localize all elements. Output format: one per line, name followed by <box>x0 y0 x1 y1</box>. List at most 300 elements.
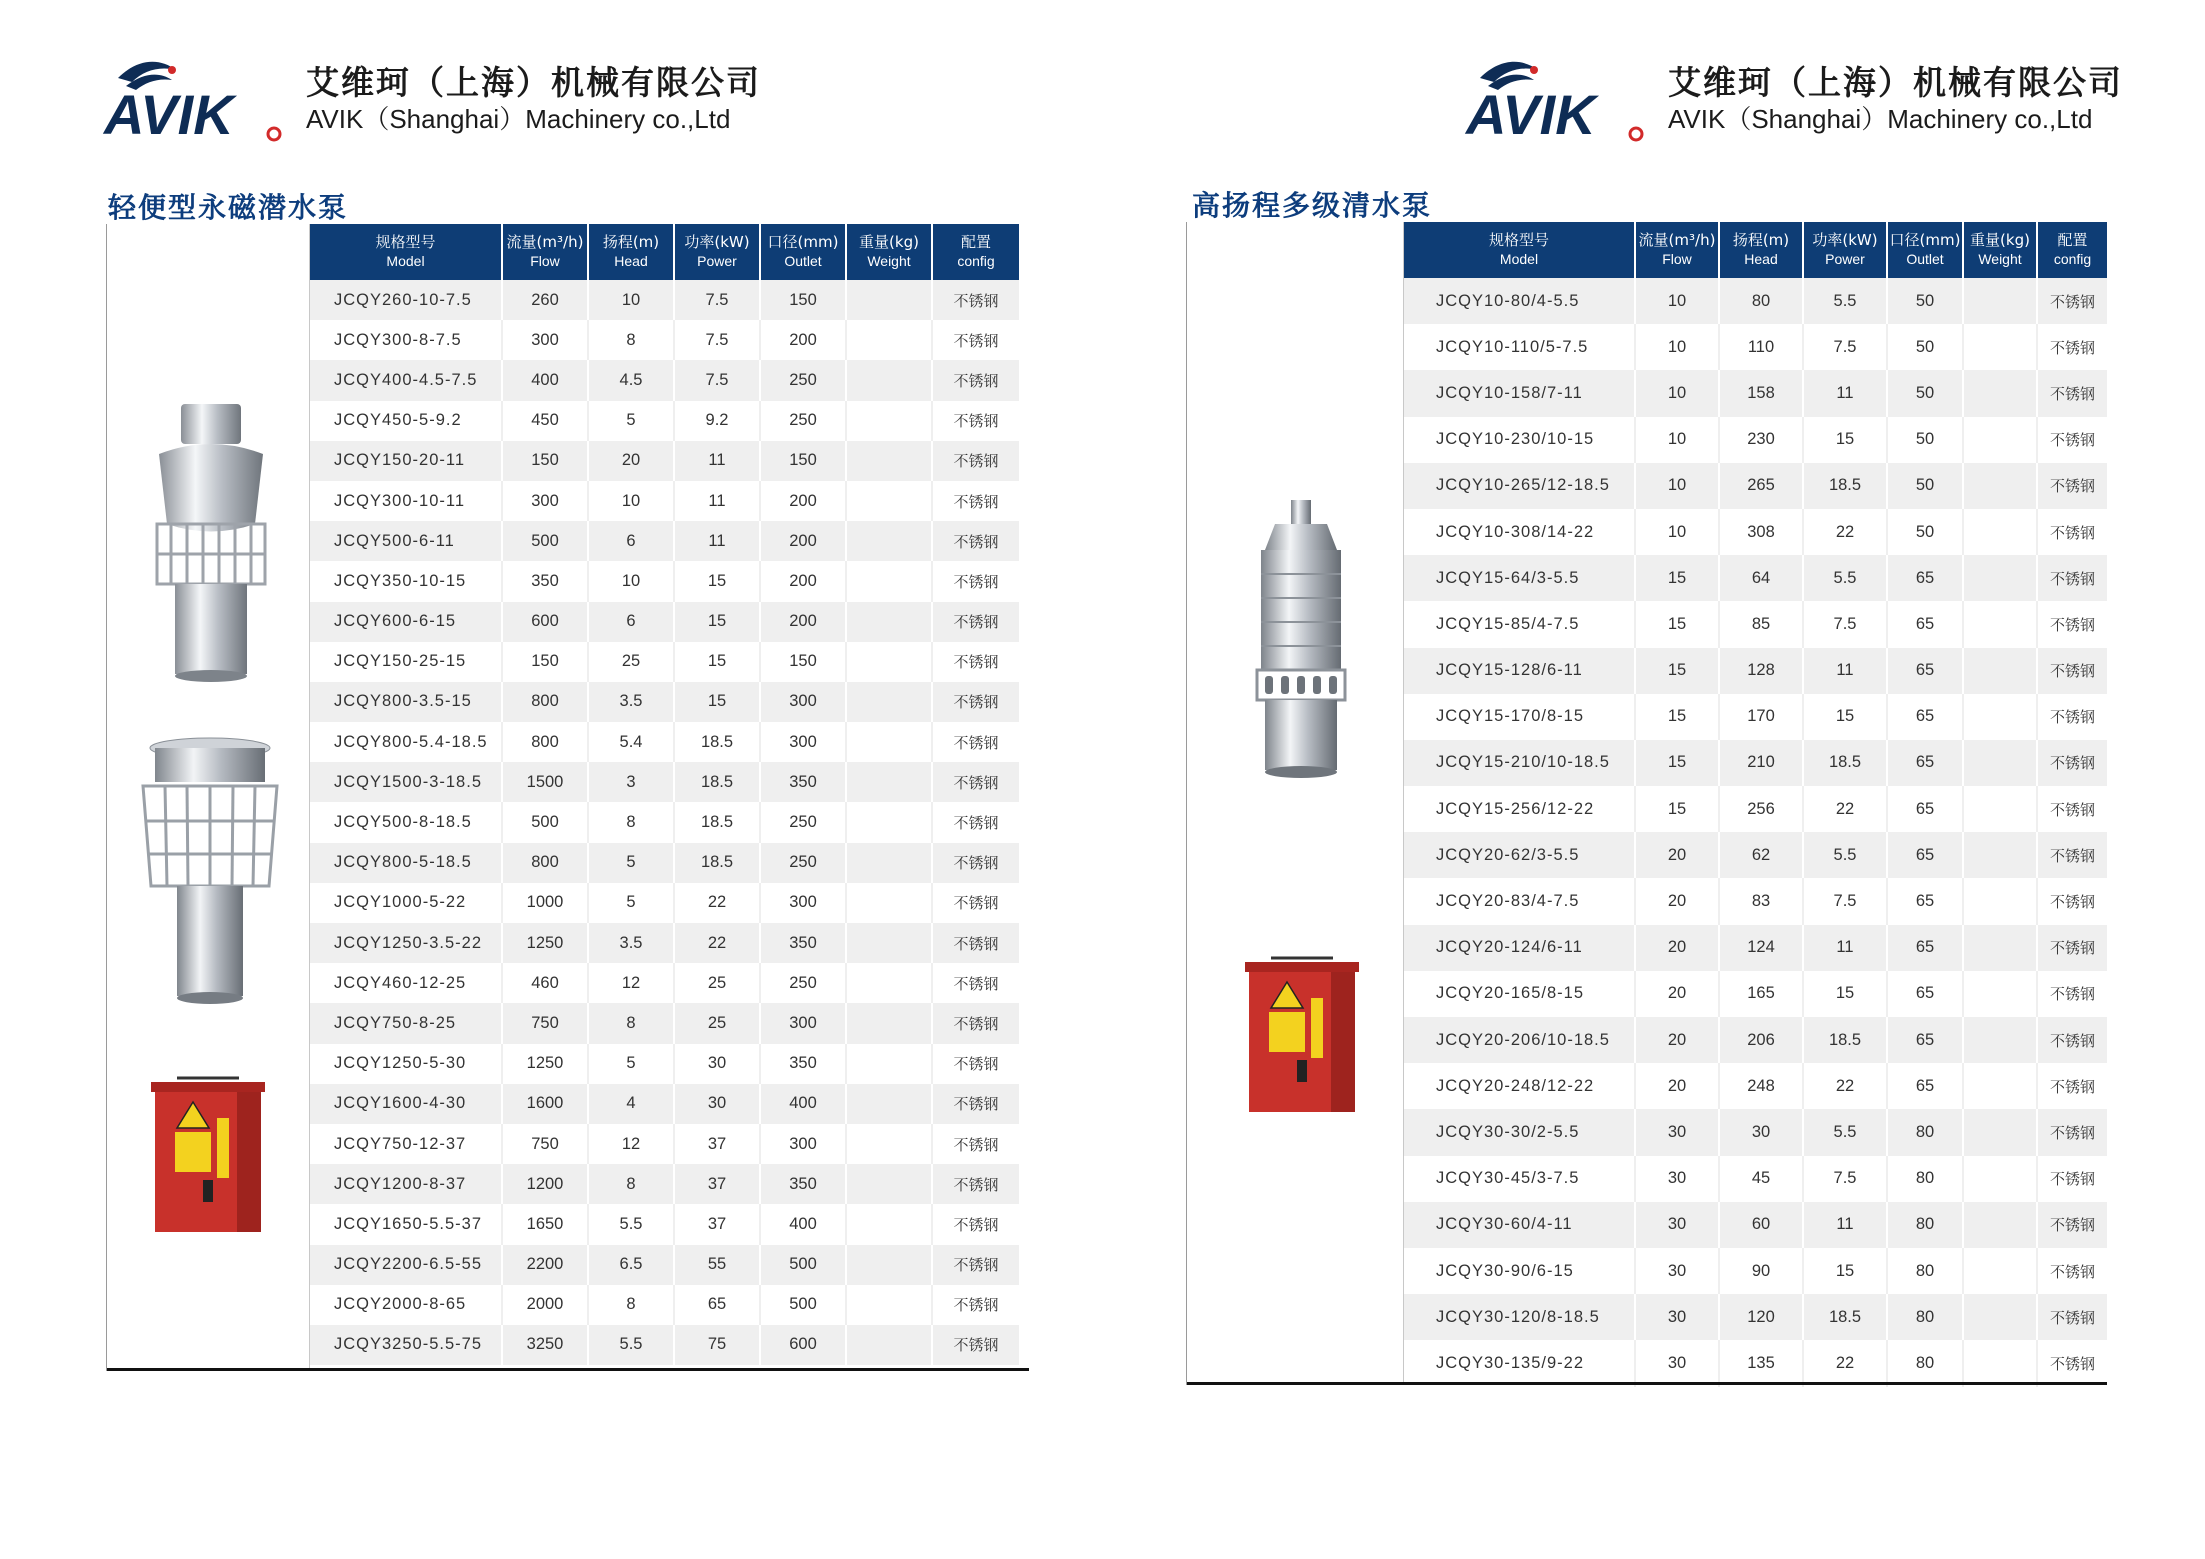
cell-flow: 20 <box>1635 925 1719 971</box>
cell-model: JCQY10-230/10-15 <box>1404 417 1635 463</box>
cell-flow: 10 <box>1635 463 1719 509</box>
header-outlet: 口径(mm) Outlet <box>760 224 846 280</box>
cell-config: 不锈钢 <box>932 1204 1019 1244</box>
table-row <box>1404 463 2107 509</box>
cell-head: 10 <box>588 481 674 521</box>
cell-head: 6.5 <box>588 1245 674 1285</box>
cell-weight <box>1963 971 2037 1017</box>
cell-power: 22 <box>1803 1340 1887 1386</box>
cell-flow: 15 <box>1635 601 1719 647</box>
cell-model: JCQY500-6-11 <box>310 521 502 561</box>
cell-config: 不锈钢 <box>932 521 1019 561</box>
cell-power: 15 <box>1803 694 1887 740</box>
cell-config: 不锈钢 <box>2037 1248 2107 1294</box>
cell-outlet: 250 <box>760 360 846 400</box>
cell-flow: 1250 <box>502 923 588 963</box>
cell-head: 8 <box>588 1003 674 1043</box>
cell-flow: 30 <box>1635 1202 1719 1248</box>
cell-weight <box>846 1325 932 1365</box>
table-row <box>1404 1248 2107 1294</box>
table-row <box>1404 278 2107 324</box>
cell-weight <box>846 360 932 400</box>
cell-weight <box>1963 1248 2037 1294</box>
table-row <box>1404 555 2107 601</box>
cell-flow: 10 <box>1635 370 1719 416</box>
cell-flow: 150 <box>502 642 588 682</box>
cell-weight <box>1963 740 2037 786</box>
cell-outlet: 50 <box>1887 509 1963 555</box>
cell-outlet: 50 <box>1887 324 1963 370</box>
cell-config: 不锈钢 <box>932 802 1019 842</box>
cell-config: 不锈钢 <box>2037 555 2107 601</box>
cell-power: 18.5 <box>1803 1294 1887 1340</box>
cell-weight <box>846 682 932 722</box>
cell-power: 5.5 <box>1803 1109 1887 1155</box>
table-row <box>310 521 1019 561</box>
cell-model: JCQY750-8-25 <box>310 1003 502 1043</box>
cell-outlet: 80 <box>1887 1109 1963 1155</box>
cell-config: 不锈钢 <box>2037 832 2107 878</box>
cell-weight <box>1963 555 2037 601</box>
cell-outlet: 350 <box>760 1044 846 1084</box>
cell-flow: 1650 <box>502 1204 588 1244</box>
cell-model: JCQY15-256/12-22 <box>1404 786 1635 832</box>
cell-head: 5.5 <box>588 1204 674 1244</box>
cell-power: 15 <box>1803 417 1887 463</box>
cell-power: 55 <box>674 1245 760 1285</box>
cell-power: 11 <box>1803 1202 1887 1248</box>
control-box-icon <box>147 1068 269 1238</box>
cell-config: 不锈钢 <box>2037 1109 2107 1155</box>
cell-power: 5.5 <box>1803 832 1887 878</box>
logo-text: AVIK <box>1466 83 1596 142</box>
cell-outlet: 250 <box>760 802 846 842</box>
cell-outlet: 65 <box>1887 648 1963 694</box>
table-row <box>1404 740 2107 786</box>
cell-weight <box>1963 1063 2037 1109</box>
cell-model: JCQY800-5.4-18.5 <box>310 722 502 762</box>
pump-image-icon <box>135 736 285 1006</box>
cell-flow: 400 <box>502 360 588 400</box>
table-row <box>1404 786 2107 832</box>
cell-power: 15 <box>674 682 760 722</box>
cell-flow: 2000 <box>502 1285 588 1325</box>
cell-config: 不锈钢 <box>2037 601 2107 647</box>
cell-outlet: 200 <box>760 481 846 521</box>
table-row <box>1404 1063 2107 1109</box>
cell-model: JCQY20-165/8-15 <box>1404 971 1635 1017</box>
section-title: 高扬程多级清水泵 <box>1192 189 1433 222</box>
header-power: 功率(kW) Power <box>1803 222 1887 278</box>
cell-flow: 30 <box>1635 1294 1719 1340</box>
cell-power: 22 <box>1803 509 1887 555</box>
cell-flow: 750 <box>502 1003 588 1043</box>
cell-outlet: 250 <box>760 963 846 1003</box>
cell-outlet: 500 <box>760 1245 846 1285</box>
cell-config: 不锈钢 <box>932 1245 1019 1285</box>
table-row <box>310 320 1019 360</box>
cell-flow: 10 <box>1635 417 1719 463</box>
cell-power: 11 <box>674 521 760 561</box>
cell-head: 265 <box>1719 463 1803 509</box>
cell-config: 不锈钢 <box>2037 1202 2107 1248</box>
cell-power: 22 <box>674 883 760 923</box>
cell-flow: 15 <box>1635 555 1719 601</box>
header-config: 配置 config <box>2037 222 2107 278</box>
cell-outlet: 300 <box>760 722 846 762</box>
cell-flow: 500 <box>502 802 588 842</box>
table-body <box>1404 278 2107 1387</box>
cell-outlet: 65 <box>1887 832 1963 878</box>
cell-outlet: 400 <box>760 1084 846 1124</box>
cell-weight <box>1963 878 2037 924</box>
cell-weight <box>846 1164 932 1204</box>
cell-flow: 300 <box>502 320 588 360</box>
cell-weight <box>1963 648 2037 694</box>
cell-config: 不锈钢 <box>2037 370 2107 416</box>
cell-model: JCQY10-308/14-22 <box>1404 509 1635 555</box>
cell-head: 45 <box>1719 1156 1803 1202</box>
cell-power: 65 <box>674 1285 760 1325</box>
logo-text: AVIK <box>104 83 234 142</box>
cell-model: JCQY15-85/4-7.5 <box>1404 601 1635 647</box>
cell-flow: 3250 <box>502 1325 588 1365</box>
cell-model: JCQY1500-3-18.5 <box>310 762 502 802</box>
cell-flow: 1200 <box>502 1164 588 1204</box>
cell-power: 18.5 <box>674 843 760 883</box>
cell-power: 18.5 <box>1803 740 1887 786</box>
cell-flow: 460 <box>502 963 588 1003</box>
table-row <box>1404 1109 2107 1155</box>
cell-weight <box>1963 1340 2037 1386</box>
cell-head: 64 <box>1719 555 1803 601</box>
cell-flow: 20 <box>1635 1017 1719 1063</box>
cell-weight <box>846 1204 932 1244</box>
table-row <box>1404 1202 2107 1248</box>
cell-model: JCQY1250-3.5-22 <box>310 923 502 963</box>
cell-head: 10 <box>588 280 674 320</box>
table-row <box>310 360 1019 400</box>
cell-flow: 20 <box>1635 878 1719 924</box>
cell-weight <box>1963 786 2037 832</box>
cell-power: 11 <box>1803 925 1887 971</box>
cell-power: 30 <box>674 1084 760 1124</box>
table-row <box>1404 832 2107 878</box>
header-weight: 重量(kg) Weight <box>1963 222 2037 278</box>
cell-head: 5.4 <box>588 722 674 762</box>
cell-weight <box>1963 1156 2037 1202</box>
cell-model: JCQY30-60/4-11 <box>1404 1202 1635 1248</box>
cell-weight <box>846 722 932 762</box>
cell-head: 170 <box>1719 694 1803 740</box>
cell-weight <box>846 441 932 481</box>
table-bottom-rule <box>1187 1382 2107 1385</box>
cell-model: JCQY30-135/9-22 <box>1404 1340 1635 1386</box>
cell-outlet: 300 <box>760 1124 846 1164</box>
cell-weight <box>1963 694 2037 740</box>
table-row <box>1404 1294 2107 1340</box>
cell-head: 8 <box>588 1164 674 1204</box>
cell-config: 不锈钢 <box>932 1084 1019 1124</box>
cell-model: JCQY1600-4-30 <box>310 1084 502 1124</box>
cell-head: 8 <box>588 1285 674 1325</box>
cell-model: JCQY15-128/6-11 <box>1404 648 1635 694</box>
image-column <box>1187 222 1404 1382</box>
cell-config: 不锈钢 <box>2037 740 2107 786</box>
cell-config: 不锈钢 <box>2037 417 2107 463</box>
cell-config: 不锈钢 <box>932 602 1019 642</box>
table-row <box>310 561 1019 601</box>
cell-weight <box>846 1285 932 1325</box>
cell-power: 11 <box>1803 370 1887 416</box>
cell-weight <box>846 642 932 682</box>
cell-outlet: 250 <box>760 401 846 441</box>
cell-model: JCQY800-5-18.5 <box>310 843 502 883</box>
header-config: 配置 config <box>932 224 1019 280</box>
cell-head: 124 <box>1719 925 1803 971</box>
cell-power: 7.5 <box>1803 878 1887 924</box>
cell-outlet: 150 <box>760 280 846 320</box>
cell-power: 25 <box>674 1003 760 1043</box>
cell-weight <box>1963 463 2037 509</box>
table-body <box>310 280 1019 1365</box>
cell-weight <box>1963 601 2037 647</box>
company-name-en: AVIK（Shanghai）Machinery co.,Ltd <box>1668 104 2093 134</box>
cell-model: JCQY20-83/4-7.5 <box>1404 878 1635 924</box>
cell-config: 不锈钢 <box>932 1003 1019 1043</box>
cell-model: JCQY300-8-7.5 <box>310 320 502 360</box>
cell-model: JCQY600-6-15 <box>310 602 502 642</box>
cell-power: 75 <box>674 1325 760 1365</box>
cell-outlet: 80 <box>1887 1340 1963 1386</box>
header-outlet: 口径(mm) Outlet <box>1887 222 1963 278</box>
cell-head: 308 <box>1719 509 1803 555</box>
table-row <box>310 1164 1019 1204</box>
cell-power: 15 <box>674 642 760 682</box>
table-row <box>310 401 1019 441</box>
cell-head: 12 <box>588 963 674 1003</box>
header-model: 规格型号 Model <box>310 224 502 280</box>
cell-power: 18.5 <box>674 722 760 762</box>
table-row <box>1404 324 2107 370</box>
cell-weight <box>846 1245 932 1285</box>
table-row <box>310 762 1019 802</box>
table-row <box>1404 1017 2107 1063</box>
cell-flow: 15 <box>1635 648 1719 694</box>
cell-flow: 30 <box>1635 1248 1719 1294</box>
cell-outlet: 200 <box>760 521 846 561</box>
cell-weight <box>1963 417 2037 463</box>
cell-head: 83 <box>1719 878 1803 924</box>
table-row <box>310 1204 1019 1244</box>
cell-outlet: 300 <box>760 682 846 722</box>
cell-config: 不锈钢 <box>932 1164 1019 1204</box>
cell-head: 85 <box>1719 601 1803 647</box>
cell-head: 30 <box>1719 1109 1803 1155</box>
cell-flow: 20 <box>1635 971 1719 1017</box>
cell-model: JCQY30-45/3-7.5 <box>1404 1156 1635 1202</box>
cell-model: JCQY150-25-15 <box>310 642 502 682</box>
cell-weight <box>846 963 932 1003</box>
cell-model: JCQY450-5-9.2 <box>310 401 502 441</box>
cell-power: 15 <box>674 602 760 642</box>
cell-head: 90 <box>1719 1248 1803 1294</box>
product-frame <box>106 224 1029 1371</box>
cell-model: JCQY1250-5-30 <box>310 1044 502 1084</box>
cell-head: 3 <box>588 762 674 802</box>
cell-config: 不锈钢 <box>2037 878 2107 924</box>
company-name-cn: 艾维珂（上海）机械有限公司 <box>1668 63 2123 102</box>
cell-head: 135 <box>1719 1340 1803 1386</box>
cell-config: 不锈钢 <box>2037 1017 2107 1063</box>
company-name <box>1668 63 2123 135</box>
cell-model: JCQY750-12-37 <box>310 1124 502 1164</box>
cell-config: 不锈钢 <box>2037 463 2107 509</box>
cell-outlet: 350 <box>760 762 846 802</box>
cell-flow: 20 <box>1635 832 1719 878</box>
cell-config: 不锈钢 <box>932 1044 1019 1084</box>
cell-power: 22 <box>674 923 760 963</box>
table-row <box>310 923 1019 963</box>
cell-config: 不锈钢 <box>2037 786 2107 832</box>
cell-weight <box>846 1003 932 1043</box>
cell-head: 8 <box>588 802 674 842</box>
cell-outlet: 65 <box>1887 555 1963 601</box>
cell-outlet: 80 <box>1887 1202 1963 1248</box>
cell-weight <box>846 280 932 320</box>
cell-weight <box>1963 1202 2037 1248</box>
company-name-cn: 艾维珂（上海）机械有限公司 <box>306 63 761 102</box>
company-name <box>306 63 761 135</box>
cell-outlet: 65 <box>1887 740 1963 786</box>
cell-flow: 1250 <box>502 1044 588 1084</box>
cell-weight <box>846 521 932 561</box>
cell-power: 37 <box>674 1124 760 1164</box>
cell-outlet: 80 <box>1887 1156 1963 1202</box>
image-column <box>107 224 310 1368</box>
company-name-en: AVIK（Shanghai）Machinery co.,Ltd <box>306 104 731 134</box>
cell-model: JCQY1650-5.5-37 <box>310 1204 502 1244</box>
cell-config: 不锈钢 <box>2037 1156 2107 1202</box>
cell-power: 7.5 <box>1803 324 1887 370</box>
spec-table <box>310 224 1019 1365</box>
cell-config: 不锈钢 <box>932 923 1019 963</box>
cell-weight <box>846 1124 932 1164</box>
header-model: 规格型号 Model <box>1404 222 1635 278</box>
cell-head: 206 <box>1719 1017 1803 1063</box>
cell-flow: 30 <box>1635 1340 1719 1386</box>
cell-outlet: 50 <box>1887 417 1963 463</box>
cell-model: JCQY350-10-15 <box>310 561 502 601</box>
cell-config: 不锈钢 <box>932 360 1019 400</box>
cell-outlet: 80 <box>1887 1248 1963 1294</box>
cell-head: 4 <box>588 1084 674 1124</box>
page-header <box>98 54 761 144</box>
cell-head: 6 <box>588 602 674 642</box>
cell-model: JCQY2000-8-65 <box>310 1285 502 1325</box>
cell-weight <box>846 883 932 923</box>
table-row <box>310 843 1019 883</box>
table-header-row <box>1404 222 2107 278</box>
cell-power: 15 <box>1803 971 1887 1017</box>
cell-power: 25 <box>674 963 760 1003</box>
cell-config: 不锈钢 <box>932 722 1019 762</box>
cell-outlet: 65 <box>1887 1063 1963 1109</box>
table-row <box>1404 417 2107 463</box>
cell-outlet: 65 <box>1887 601 1963 647</box>
cell-weight <box>1963 832 2037 878</box>
cell-power: 7.5 <box>674 280 760 320</box>
cell-flow: 800 <box>502 722 588 762</box>
header-flow: 流量(m³/h) Flow <box>1635 222 1719 278</box>
cell-flow: 500 <box>502 521 588 561</box>
cell-power: 18.5 <box>1803 463 1887 509</box>
table-row <box>310 802 1019 842</box>
cell-weight <box>846 1044 932 1084</box>
cell-config: 不锈钢 <box>932 883 1019 923</box>
cell-weight <box>1963 925 2037 971</box>
pump-image-icon <box>151 404 271 684</box>
cell-outlet: 80 <box>1887 1294 1963 1340</box>
cell-weight <box>846 1084 932 1124</box>
cell-weight <box>846 602 932 642</box>
avik-logo-icon <box>98 56 284 142</box>
cell-head: 10 <box>588 561 674 601</box>
cell-flow: 15 <box>1635 740 1719 786</box>
table-row <box>310 481 1019 521</box>
cell-flow: 800 <box>502 843 588 883</box>
cell-config: 不锈钢 <box>932 1124 1019 1164</box>
cell-outlet: 50 <box>1887 370 1963 416</box>
cell-head: 3.5 <box>588 682 674 722</box>
cell-outlet: 65 <box>1887 971 1963 1017</box>
cell-head: 20 <box>588 441 674 481</box>
cell-power: 37 <box>674 1164 760 1204</box>
cell-power: 15 <box>674 561 760 601</box>
cell-flow: 350 <box>502 561 588 601</box>
cell-head: 256 <box>1719 786 1803 832</box>
cell-model: JCQY30-120/8-18.5 <box>1404 1294 1635 1340</box>
cell-model: JCQY10-158/7-11 <box>1404 370 1635 416</box>
table-row <box>1404 370 2107 416</box>
cell-power: 18.5 <box>674 802 760 842</box>
cell-head: 158 <box>1719 370 1803 416</box>
cell-config: 不锈钢 <box>932 843 1019 883</box>
header-head: 扬程(m) Head <box>588 224 674 280</box>
cell-model: JCQY1200-8-37 <box>310 1164 502 1204</box>
table-row <box>310 963 1019 1003</box>
cell-flow: 20 <box>1635 1063 1719 1109</box>
table-row <box>1404 878 2107 924</box>
table-row <box>1404 971 2107 1017</box>
cell-config: 不锈钢 <box>2037 324 2107 370</box>
cell-weight <box>846 762 932 802</box>
cell-flow: 1600 <box>502 1084 588 1124</box>
cell-model: JCQY260-10-7.5 <box>310 280 502 320</box>
cell-power: 37 <box>674 1204 760 1244</box>
cell-flow: 10 <box>1635 324 1719 370</box>
cell-config: 不锈钢 <box>932 642 1019 682</box>
cell-weight <box>1963 509 2037 555</box>
table-row <box>310 1325 1019 1365</box>
table-row <box>1404 1156 2107 1202</box>
cell-config: 不锈钢 <box>932 280 1019 320</box>
cell-weight <box>1963 1017 2037 1063</box>
cell-power: 22 <box>1803 1063 1887 1109</box>
cell-outlet: 500 <box>760 1285 846 1325</box>
header-power: 功率(kW) Power <box>674 224 760 280</box>
cell-config: 不锈钢 <box>932 963 1019 1003</box>
